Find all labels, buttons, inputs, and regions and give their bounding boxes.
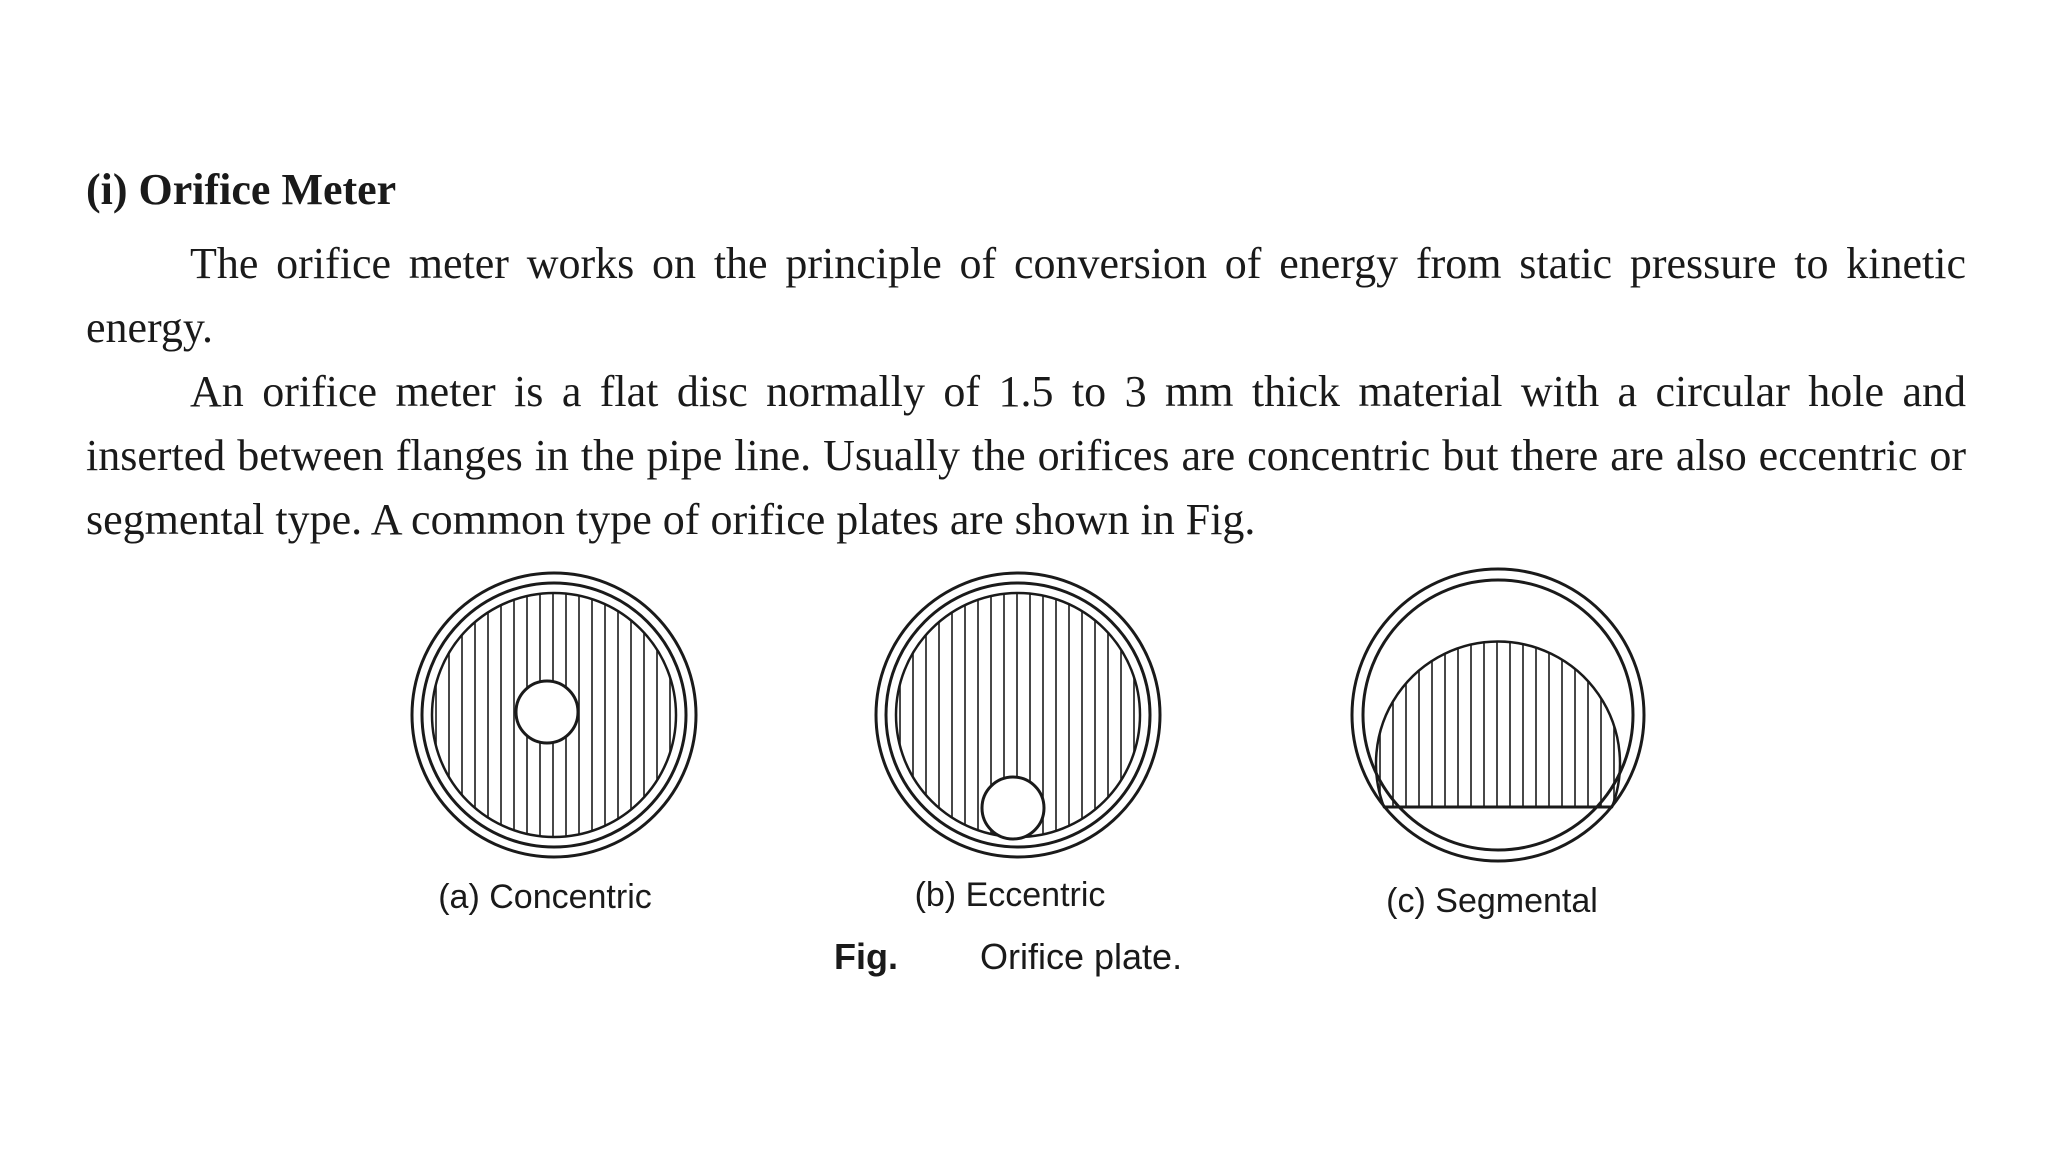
paragraph-description: An orifice meter is a flat disc normally of 1.5 to 3 mm thick material with a circular hole and inserted between flanges in the pipe line. Usually the orifices are concentric but there are also eccentric or segmental type. A common type of orifice plates are shown in Fig. xyxy=(86,367,1966,544)
eccentric-orifice-plate-diagram xyxy=(870,560,1166,870)
hatching-lines xyxy=(1380,580,1614,850)
central-hole xyxy=(516,681,578,743)
segmental-orifice-plate-diagram xyxy=(1350,560,1646,870)
eccentric-hole xyxy=(982,777,1044,839)
concentric-orifice-plate-diagram xyxy=(406,560,702,870)
section-title: (i) Orifice Meter xyxy=(86,165,397,214)
figure-label: Fig. xyxy=(834,936,898,977)
figure-caption: Orifice plate. xyxy=(980,936,1183,977)
caption-concentric: (a) Concentric xyxy=(438,878,652,916)
caption-segmental: (c) Segmental xyxy=(1386,882,1598,920)
caption-eccentric: (b) Eccentric xyxy=(914,876,1106,914)
paragraph-principle: The orifice meter works on the principle of conversion of energy from static pressure to kinetic energy. xyxy=(86,239,1966,352)
